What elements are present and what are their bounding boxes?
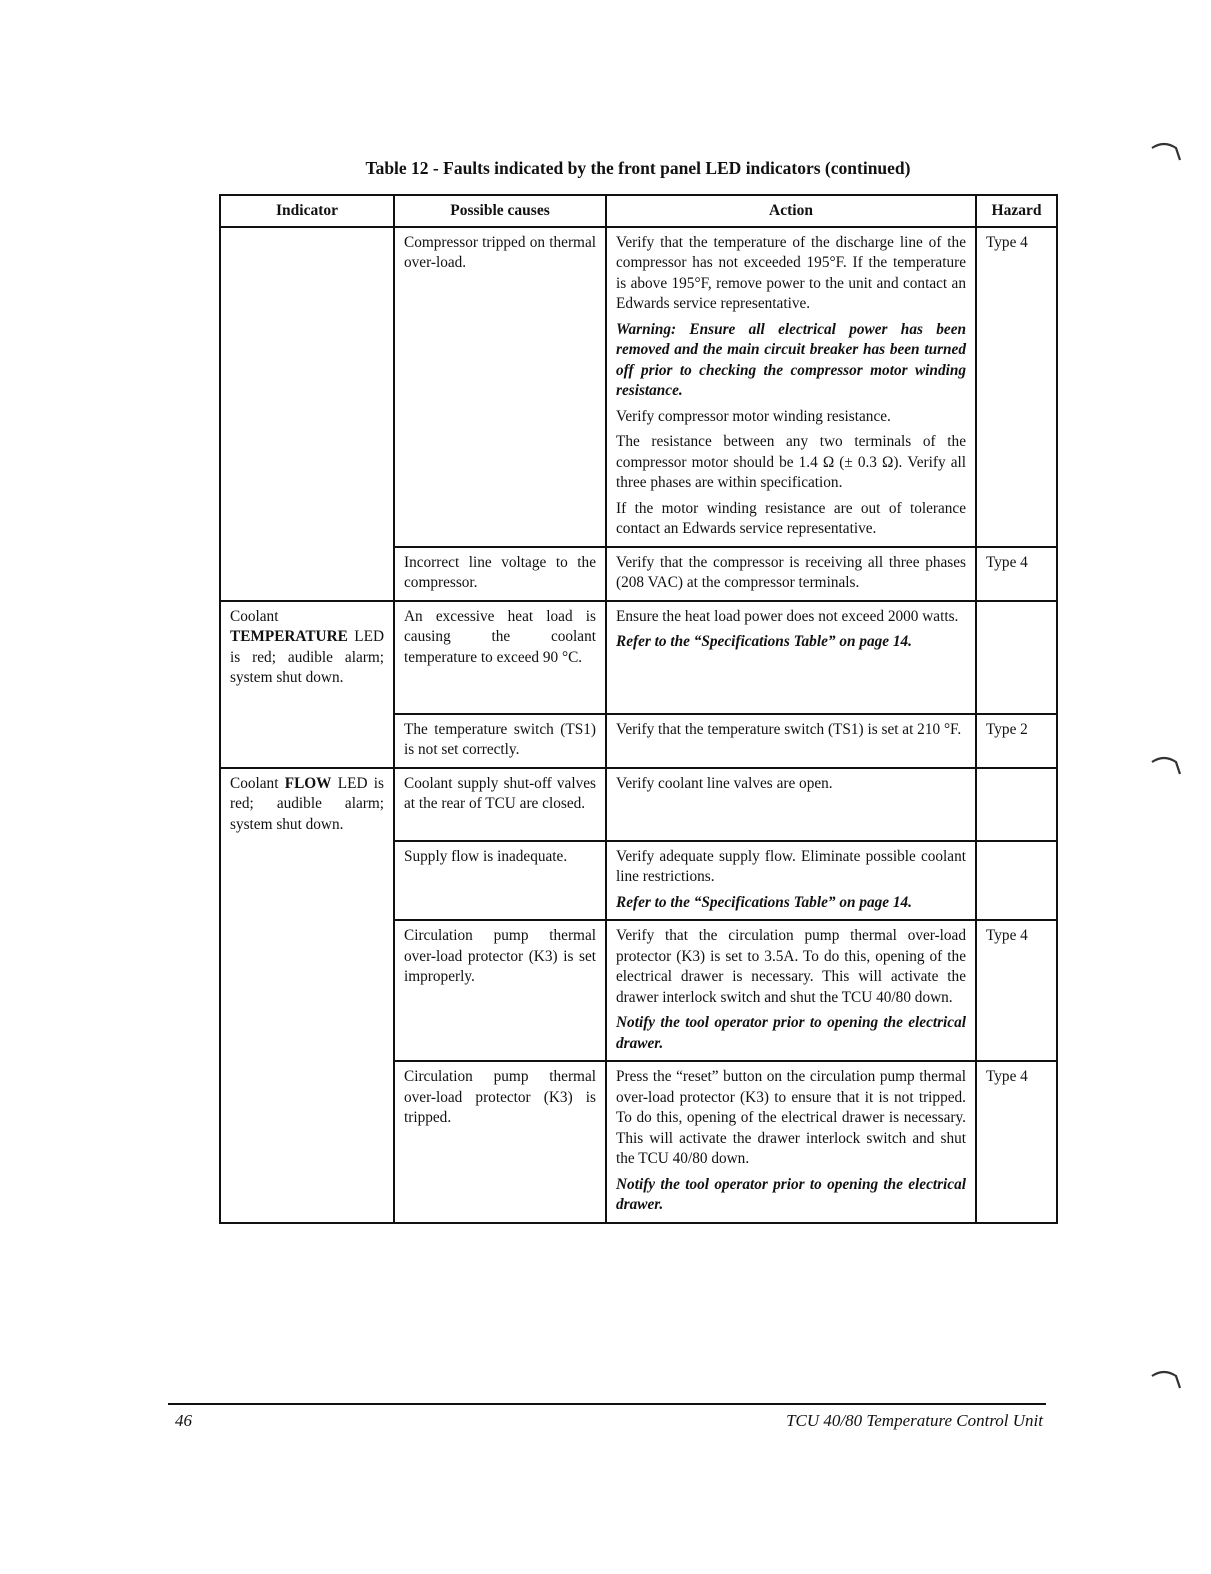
hazard-cell: Type 4 — [976, 227, 1057, 547]
document-title: TCU 40/80 Temperature Control Unit — [786, 1411, 1043, 1430]
header-hazard: Hazard — [976, 195, 1057, 227]
table-caption: Table 12 - Faults indicated by the front panel LED indicators (continued) — [365, 158, 911, 178]
cause-cell: An excessive heat load is causing the coolant temperature to exceed 90 °C. — [394, 601, 606, 714]
indicator-prefix: Coolant — [230, 774, 285, 792]
notice-text: Notify the tool operator prior to opening the electrical drawer. — [616, 1014, 966, 1052]
action-text: Verify coolant line valves are open. — [616, 774, 833, 792]
footer-rule — [168, 1403, 1046, 1405]
header-row — [220, 195, 1057, 227]
hazard-cell — [976, 768, 1057, 841]
action-cell — [606, 601, 976, 714]
hazard-cell — [976, 601, 1057, 714]
cause-cell: The temperature switch (TS1) is not set correctly. — [394, 714, 606, 768]
action-text: Verify that the temperature of the discharge line of the compressor has not exceeded 195°F. If the temperature is above 195°F, remove power to the unit and contact an Edwards service representative. — [616, 233, 966, 312]
indicator-suffix: LED is red; audible alarm; system shut down. — [230, 774, 384, 833]
table-row — [220, 768, 1057, 841]
table-row — [220, 227, 1057, 547]
cause-cell: Incorrect line voltage to the compressor. — [394, 547, 606, 601]
action-text: Press the “reset” button on the circulation pump thermal over-load protector (K3) to ensure that it is not tripped. To do this, opening of the electrical drawer is necessary. This will activate the drawer interlock switch and shut the TCU 40/80 down. — [616, 1068, 966, 1167]
binder-hole-mark — [1150, 142, 1184, 164]
cause-cell: Supply flow is inadequate. — [394, 841, 606, 921]
action-cell — [606, 227, 976, 547]
indicator-cell-flow — [220, 768, 394, 1223]
indicator-suffix: LED is red; audible alarm; system shut down. — [230, 628, 384, 686]
header-action: Action — [606, 195, 976, 227]
reference-text: Refer to the “Specifications Table” on page 14. — [616, 633, 913, 650]
action-text: Ensure the heat load power does not exceed 2000 watts. — [616, 607, 959, 625]
table-row — [220, 601, 1057, 714]
action-text: Verify compressor motor winding resistance. — [616, 407, 891, 425]
action-text: Verify that the circulation pump thermal over-load protector (K3) is set to 3.5A. To do this, opening of the electrical drawer is necessary. This will activate the drawer interlock switch and shut the TCU 40/80 down. — [616, 927, 966, 1006]
indicator-cell-temperature — [220, 601, 394, 768]
action-cell — [606, 714, 976, 768]
action-text: If the motor winding resistance are out of tolerance contact an Edwards service representative. — [616, 499, 966, 537]
binder-hole-mark — [1150, 1370, 1184, 1392]
hazard-cell: Type 2 — [976, 714, 1057, 768]
page-number: 46 — [175, 1411, 192, 1430]
reference-text: Refer to the “Specifications Table” on page 14. — [616, 893, 913, 911]
hazard-cell: Type 4 — [976, 1061, 1057, 1223]
action-cell — [606, 1061, 976, 1223]
cause-cell: Circulation pump thermal over-load protector (K3) is set improperly. — [394, 920, 606, 1061]
action-text: Verify that the compressor is receiving all three phases (208 VAC) at the compressor terminals. — [616, 553, 966, 591]
action-text: Verify that the temperature switch (TS1) is set at 210 °F. — [616, 720, 962, 738]
action-text: Verify adequate supply flow. Eliminate possible coolant line restrictions. — [616, 847, 966, 885]
hazard-cell: Type 4 — [976, 920, 1057, 1061]
indicator-bold: TEMPERATURE — [230, 628, 348, 645]
action-cell — [606, 547, 976, 601]
notice-text: Notify the tool operator prior to opening the electrical drawer. — [616, 1175, 966, 1213]
indicator-bold: FLOW — [284, 774, 332, 792]
header-indicator: Indicator — [220, 195, 394, 227]
indicator-prefix: Coolant — [230, 607, 279, 625]
indicator-cell-empty — [220, 227, 394, 601]
warning-text: Warning: Ensure all electrical power has been removed and the main circuit breaker has been turned off prior to checking the compressor motor winding resistance. — [616, 320, 966, 399]
hazard-cell — [976, 841, 1057, 921]
header-causes: Possible causes — [394, 195, 606, 227]
hazard-cell: Type 4 — [976, 547, 1057, 601]
cause-cell: Compressor tripped on thermal over-load. — [394, 227, 606, 547]
action-cell — [606, 920, 976, 1061]
cause-cell: Coolant supply shut-off valves at the rear of TCU are closed. — [394, 768, 606, 841]
action-text: The resistance between any two terminals of the compressor motor should be 1.4 Ω (± 0.3 Ω). Verify all three phases are within specification. — [616, 433, 966, 491]
action-cell — [606, 841, 976, 921]
binder-hole-mark — [1150, 756, 1184, 778]
faults-table — [219, 194, 1058, 1224]
action-cell — [606, 768, 976, 841]
cause-cell: Circulation pump thermal over-load protector (K3) is tripped. — [394, 1061, 606, 1223]
